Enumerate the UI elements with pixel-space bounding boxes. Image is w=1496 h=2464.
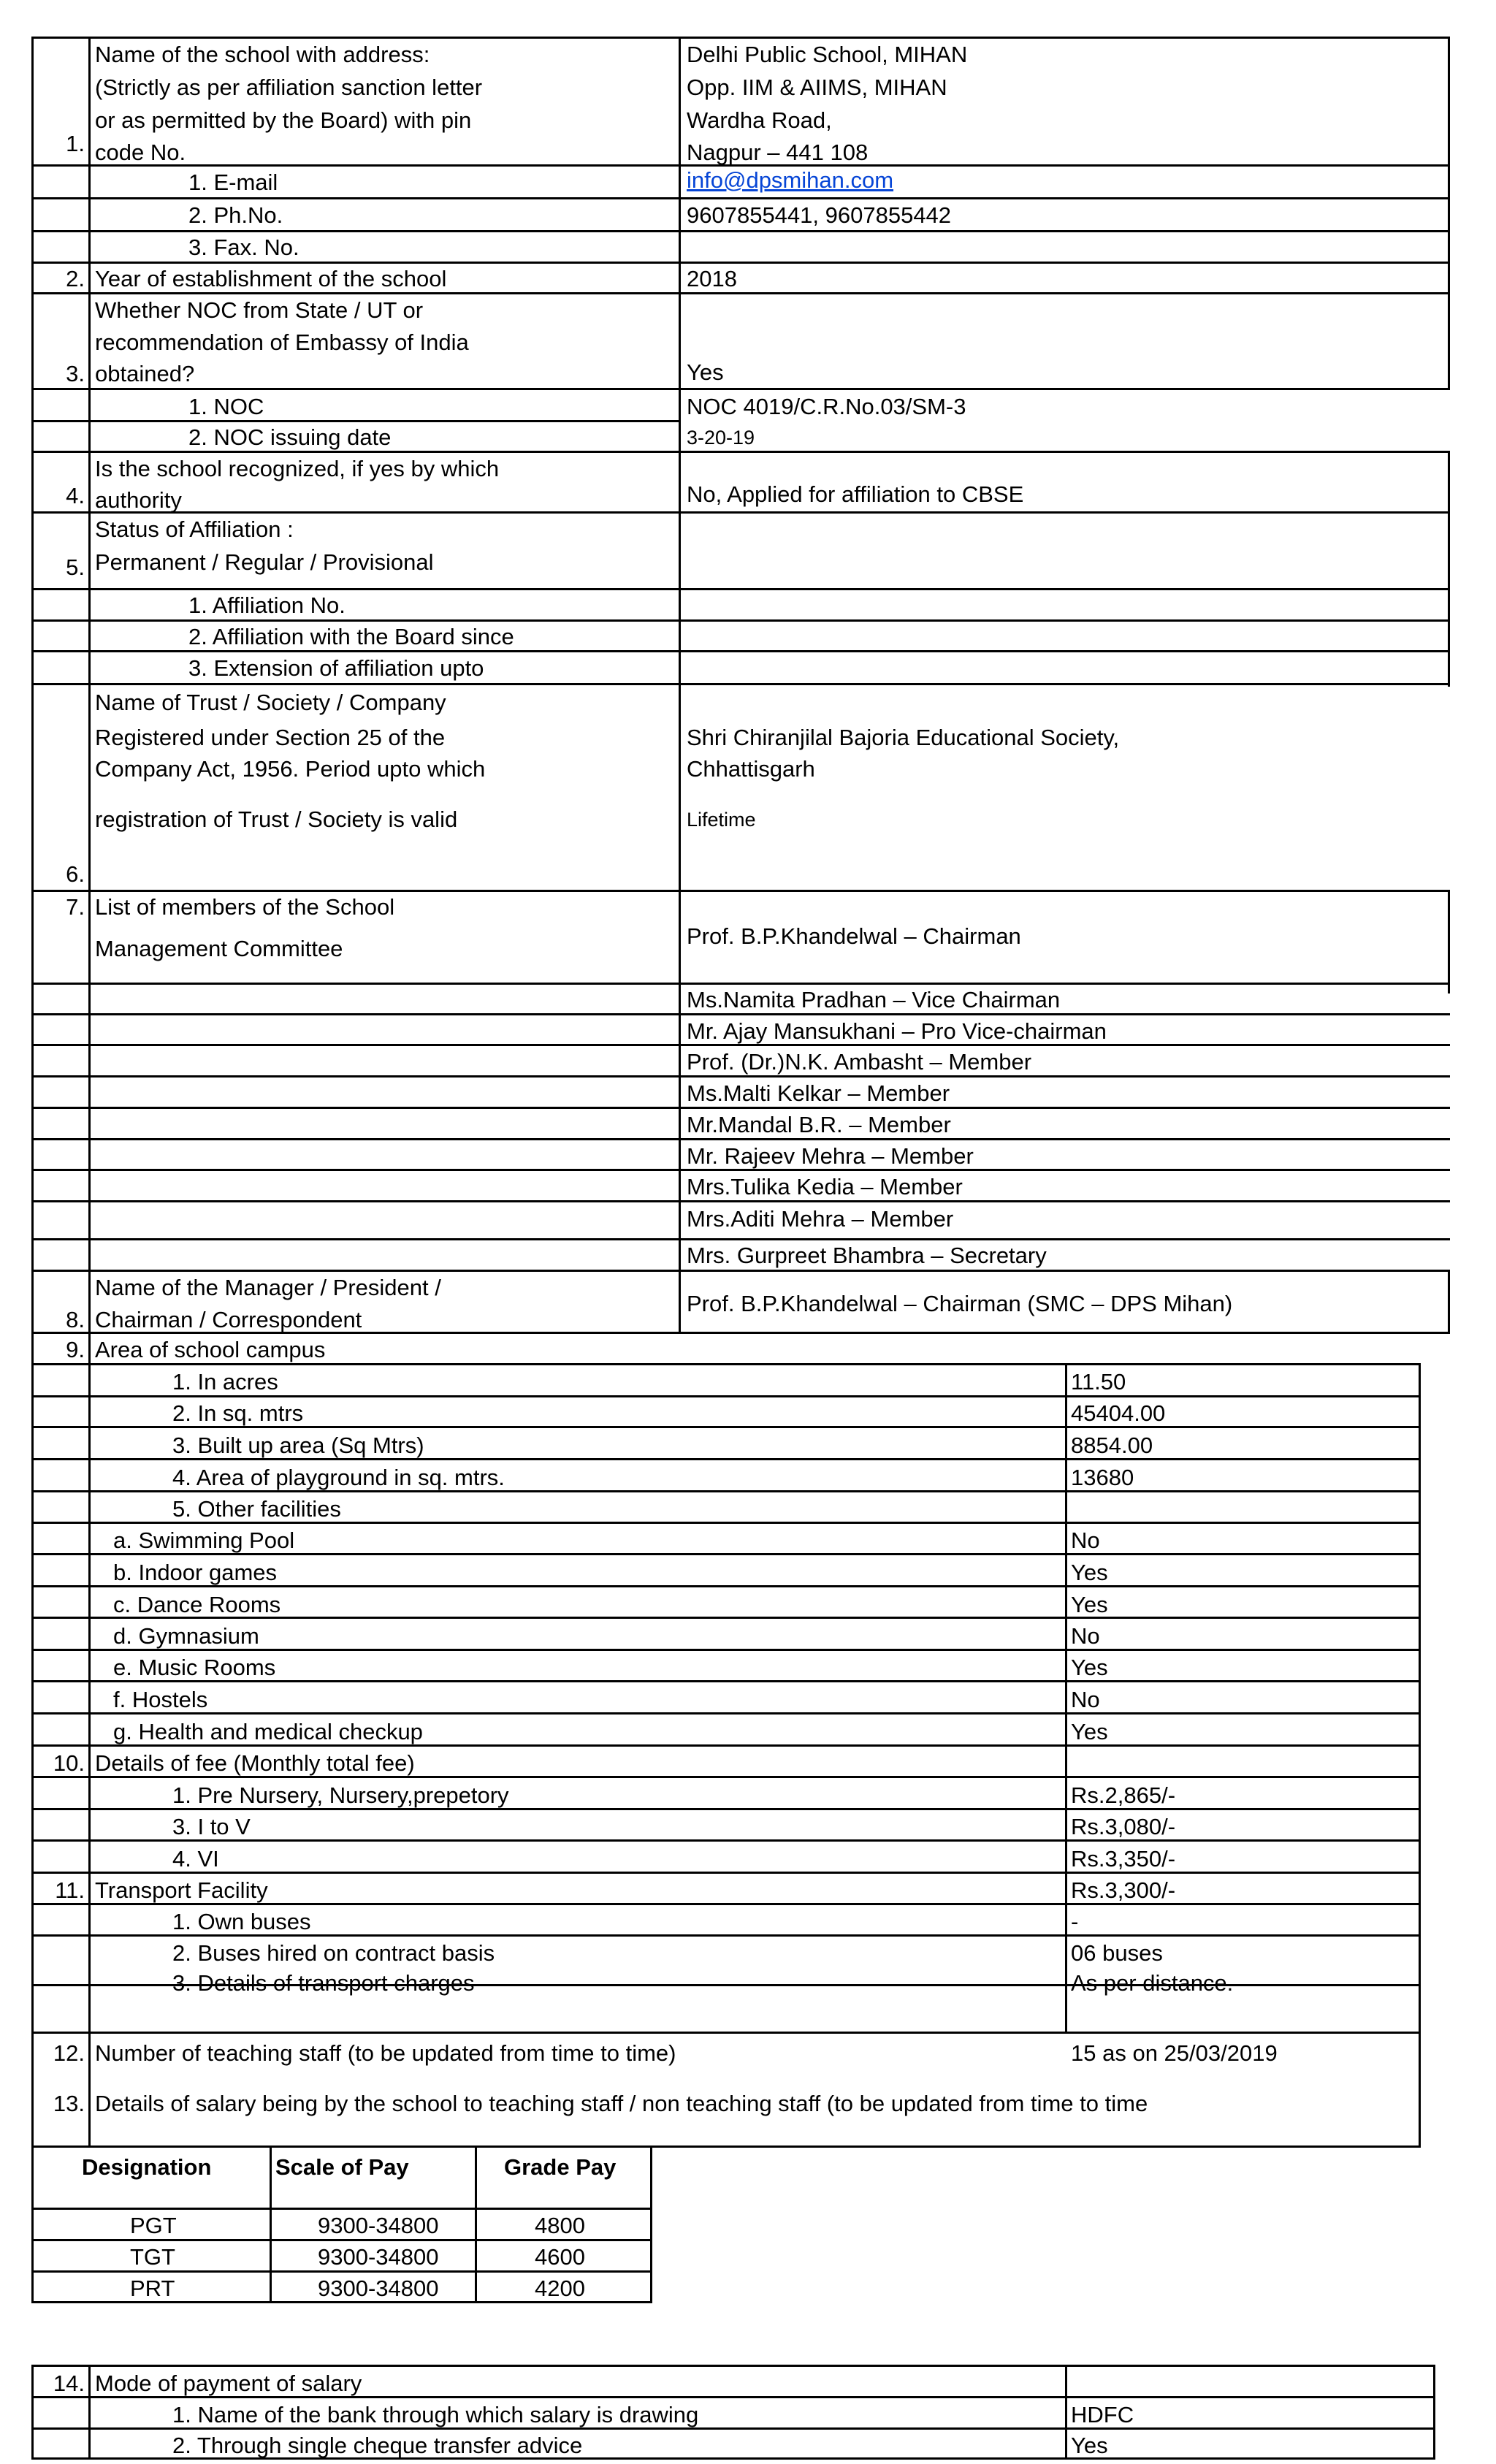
- item-number: 9.: [66, 1337, 85, 1362]
- fee-label: 4. VI: [172, 1846, 219, 1872]
- rule: [31, 619, 1450, 622]
- field-label: Number of teaching staff (to be updated from time to time): [95, 2040, 676, 2066]
- rule: [650, 2145, 652, 2303]
- transport-value: -: [1071, 1909, 1079, 1934]
- item-number: 4.: [66, 483, 85, 508]
- fee-label: 1. Pre Nursery, Nursery,prepetory: [172, 1782, 509, 1808]
- rule: [31, 1839, 1421, 1842]
- transport-value: As per distance.: [1071, 1970, 1234, 1996]
- item-number: 7.: [66, 894, 85, 920]
- rule: [31, 1169, 1450, 1171]
- item-number: 13.: [53, 2091, 85, 2116]
- rule: [31, 1075, 1450, 1077]
- item-number: 5.: [66, 554, 85, 580]
- rule: [1065, 2365, 1067, 2459]
- rule: [31, 2239, 652, 2241]
- rule: [1448, 1271, 1450, 1334]
- field-value: 2018: [687, 266, 737, 291]
- school-name: Delhi Public School, MIHAN: [687, 42, 968, 67]
- item-number: 2.: [66, 266, 85, 291]
- facility-label: g. Health and medical checkup: [113, 1719, 423, 1744]
- field-label: List of members of the School: [95, 894, 395, 920]
- field-label: or as permitted by the Board) with pin: [95, 107, 472, 133]
- salary-scale: 9300-34800: [318, 2244, 439, 2270]
- rule: [31, 1553, 1421, 1555]
- committee-member: Mrs.Aditi Mehra – Member: [687, 1206, 954, 1232]
- salary-header-designation: Designation: [82, 2154, 212, 2180]
- item-number: 12.: [53, 2040, 85, 2066]
- field-label: Transport Facility: [95, 1877, 268, 1903]
- rule: [31, 451, 1450, 453]
- field-label: Status of Affiliation :: [95, 516, 294, 542]
- committee-member: Mr.Mandal B.R. – Member: [687, 1112, 951, 1137]
- rule: [31, 1872, 1421, 1874]
- item-number: 11.: [55, 1877, 85, 1903]
- email-label: 1. E-mail: [188, 169, 278, 195]
- field-label: Year of establishment of the school: [95, 266, 447, 291]
- transport-label: 2. Buses hired on contract basis: [172, 1940, 495, 1966]
- salary-grade: 4800: [535, 2213, 585, 2238]
- rule: [31, 2365, 1435, 2367]
- field-label: registration of Trust / Society is valid: [95, 806, 458, 832]
- rule: [31, 2032, 1421, 2034]
- rule: [1419, 1365, 1421, 2147]
- area-value: 13680: [1071, 1465, 1134, 1490]
- rule: [31, 2270, 652, 2273]
- salary-mode-value: HDFC: [1071, 2402, 1134, 2427]
- rule: [31, 388, 1450, 390]
- area-label: 3. Built up area (Sq Mtrs): [172, 1433, 424, 1458]
- field-value: No, Applied for affiliation to CBSE: [687, 481, 1024, 507]
- rule: [1433, 2365, 1435, 2459]
- item-number: 14.: [53, 2370, 85, 2396]
- committee-member: Ms.Malti Kelkar – Member: [687, 1080, 950, 1106]
- committee-member: Mrs. Gurpreet Bhambra – Secretary: [687, 1243, 1047, 1268]
- committee-member: Mr. Ajay Mansukhani – Pro Vice-chairman: [687, 1018, 1107, 1044]
- facility-value: Yes: [1071, 1592, 1108, 1617]
- field-label: Details of fee (Monthly total fee): [95, 1750, 415, 1776]
- item-number: 10.: [53, 1750, 85, 1776]
- affiliation-no-label: 1. Affiliation No.: [188, 592, 346, 618]
- area-label: 5. Other facilities: [172, 1496, 341, 1522]
- committee-member: Mrs.Tulika Kedia – Member: [687, 1174, 963, 1199]
- rule: [31, 2301, 652, 2303]
- rule: [270, 2145, 272, 2303]
- salary-mode-value: Yes: [1071, 2433, 1108, 2458]
- rule: [31, 1013, 1450, 1015]
- field-label: recommendation of Embassy of India: [95, 329, 469, 355]
- area-label: 1. In acres: [172, 1369, 278, 1395]
- field-value: Rs.3,300/-: [1071, 1877, 1176, 1903]
- area-label: 2. In sq. mtrs: [172, 1400, 304, 1426]
- rule: [31, 1270, 1450, 1272]
- facility-value: No: [1071, 1623, 1100, 1649]
- rule: [31, 262, 1450, 264]
- field-label: Company Act, 1956. Period upto which: [95, 756, 486, 782]
- field-label: obtained?: [95, 361, 195, 386]
- rule: [88, 2365, 91, 2459]
- facility-label: c. Dance Rooms: [113, 1592, 281, 1617]
- salary-designation: PRT: [130, 2276, 175, 2301]
- rule: [31, 511, 1450, 514]
- rule: [31, 1522, 1421, 1524]
- noc-label: 1. NOC: [188, 394, 264, 419]
- salary-mode-label: 2. Through single cheque transfer advice: [172, 2433, 583, 2458]
- field-label: Details of salary being by the school to teaching staff / non teaching staff (to be updated from time to time: [95, 2091, 1148, 2116]
- committee-member: Prof. B.P.Khandelwal – Chairman: [687, 923, 1021, 949]
- field-label: Name of the Manager / President /: [95, 1275, 441, 1300]
- rule: [31, 1776, 1421, 1778]
- registration-validity: Lifetime: [687, 809, 756, 831]
- rule: [31, 230, 1450, 232]
- salary-scale: 9300-34800: [318, 2276, 439, 2301]
- rule: [31, 2396, 1435, 2398]
- rule: [31, 1332, 34, 2147]
- rule: [31, 1044, 1450, 1046]
- field-label: Is the school recognized, if yes by which: [95, 456, 500, 481]
- facility-label: b. Indoor games: [113, 1560, 278, 1585]
- facility-label: d. Gymnasium: [113, 1623, 259, 1649]
- field-label: Permanent / Regular / Provisional: [95, 549, 434, 575]
- rule: [31, 1744, 1421, 1747]
- field-label: Chairman / Correspondent: [95, 1307, 362, 1332]
- salary-designation: PGT: [130, 2213, 177, 2238]
- noc-date-label: 2. NOC issuing date: [188, 424, 392, 450]
- affiliation-extension-label: 3. Extension of affiliation upto: [188, 655, 484, 681]
- transport-label: 1. Own buses: [172, 1909, 311, 1934]
- phone-value: 9607855441, 9607855442: [687, 202, 952, 228]
- rule: [31, 2427, 1435, 2430]
- rule: [1448, 37, 1450, 389]
- field-label: Registered under Section 25 of the: [95, 725, 446, 750]
- affiliation-since-label: 2. Affiliation with the Board since: [188, 624, 514, 649]
- rule: [31, 1363, 1421, 1365]
- rule: [31, 1238, 1450, 1240]
- rule: [31, 2145, 1421, 2148]
- fax-label: 3. Fax. No.: [188, 234, 299, 260]
- facility-value: No: [1071, 1687, 1100, 1712]
- rule: [31, 1107, 1450, 1109]
- salary-grade: 4200: [535, 2276, 585, 2301]
- society-state: Chhattisgarh: [687, 756, 815, 782]
- rule: [1065, 1365, 1067, 2033]
- rule: [31, 683, 1450, 685]
- item-number: 8.: [66, 1307, 85, 1332]
- phone-label: 2. Ph.No.: [188, 202, 283, 228]
- facility-label: f. Hostels: [113, 1687, 208, 1712]
- area-label: 4. Area of playground in sq. mtrs.: [172, 1465, 505, 1490]
- salary-scale: 9300-34800: [318, 2213, 439, 2238]
- salary-designation: TGT: [130, 2244, 175, 2270]
- school-address: Nagpur – 441 108: [687, 140, 869, 165]
- salary-grade: 4600: [535, 2244, 585, 2270]
- rule: [31, 420, 679, 422]
- facility-value: Yes: [1071, 1719, 1108, 1744]
- fee-value: Rs.2,865/-: [1071, 1782, 1176, 1808]
- salary-header-grade: Grade Pay: [504, 2154, 617, 2180]
- item-number: 6.: [66, 861, 85, 887]
- rule: [88, 1332, 91, 2147]
- committee-member: Mr. Rajeev Mehra – Member: [687, 1143, 974, 1169]
- field-label: Mode of payment of salary: [95, 2370, 362, 2396]
- committee-member: Prof. (Dr.)N.K. Ambasht – Member: [687, 1049, 1032, 1075]
- rule: [31, 2145, 34, 2303]
- salary-mode-label: 1. Name of the bank through which salary is drawing: [172, 2402, 699, 2427]
- rule: [475, 2145, 477, 2303]
- rule: [31, 983, 1450, 985]
- facility-value: Yes: [1071, 1655, 1108, 1680]
- rule: [31, 588, 1450, 590]
- facility-value: Yes: [1071, 1560, 1108, 1585]
- rule: [31, 650, 1450, 652]
- society-name: Shri Chiranjilal Bajoria Educational Society,: [687, 725, 1120, 750]
- field-label: Name of Trust / Society / Company: [95, 690, 446, 715]
- transport-label: 3. Details of transport charges: [172, 1970, 475, 1996]
- school-address: Opp. IIM & AIIMS, MIHAN: [687, 75, 947, 100]
- field-label: (Strictly as per affiliation sanction letter: [95, 75, 483, 100]
- fee-value: Rs.3,080/-: [1071, 1814, 1176, 1839]
- field-label: authority: [95, 487, 182, 513]
- rule: [1448, 891, 1450, 993]
- fee-value: Rs.3,350/-: [1071, 1846, 1176, 1872]
- noc-value: NOC 4019/C.R.No.03/SM-3: [687, 394, 966, 419]
- salary-header-scale: Scale of Pay: [275, 2154, 409, 2180]
- field-label: Name of the school with address:: [95, 42, 430, 67]
- fee-label: 3. I to V: [172, 1814, 251, 1839]
- field-value: Prof. B.P.Khandelwal – Chairman (SMC – DPS Mihan): [687, 1291, 1233, 1316]
- school-address: Wardha Road,: [687, 107, 832, 133]
- rule: [31, 1585, 1421, 1587]
- area-value: 45404.00: [1071, 1400, 1166, 1426]
- rule: [31, 1934, 1421, 1937]
- email-link[interactable]: info@dpsmihan.com: [687, 167, 894, 193]
- rule: [31, 1138, 1450, 1140]
- rule: [31, 292, 1450, 294]
- facility-label: e. Music Rooms: [113, 1655, 276, 1680]
- field-value: 15 as on 25/03/2019: [1071, 2040, 1278, 2066]
- rule: [31, 1200, 1450, 1202]
- facility-value: No: [1071, 1527, 1100, 1553]
- transport-value: 06 buses: [1071, 1940, 1163, 1966]
- rule: [31, 1426, 1421, 1428]
- rule: [31, 1808, 1421, 1810]
- area-value: 11.50: [1071, 1369, 1126, 1395]
- field-label: code No.: [95, 140, 186, 165]
- rule: [31, 1903, 1421, 1905]
- field-label: Management Committee: [95, 936, 343, 961]
- item-number: 3.: [66, 361, 85, 386]
- rule: [31, 1395, 1421, 1397]
- rule: [31, 1712, 1421, 1714]
- rule: [31, 197, 1450, 199]
- facility-label: a. Swimming Pool: [113, 1527, 295, 1553]
- area-value: 8854.00: [1071, 1433, 1153, 1458]
- rule: [31, 890, 1450, 892]
- noc-date-value: 3-20-19: [687, 427, 755, 449]
- rule: [31, 1649, 1421, 1651]
- field-value: Yes: [687, 359, 724, 385]
- field-label: Whether NOC from State / UT or: [95, 297, 424, 323]
- rule: [31, 1458, 1421, 1460]
- committee-member: Ms.Namita Pradhan – Vice Chairman: [687, 987, 1061, 1012]
- item-number: 1.: [66, 131, 85, 156]
- rule: [31, 2208, 652, 2210]
- field-label: Area of school campus: [95, 1337, 326, 1362]
- rule: [31, 1490, 1421, 1492]
- rule: [31, 1680, 1421, 1682]
- rule: [31, 37, 1450, 39]
